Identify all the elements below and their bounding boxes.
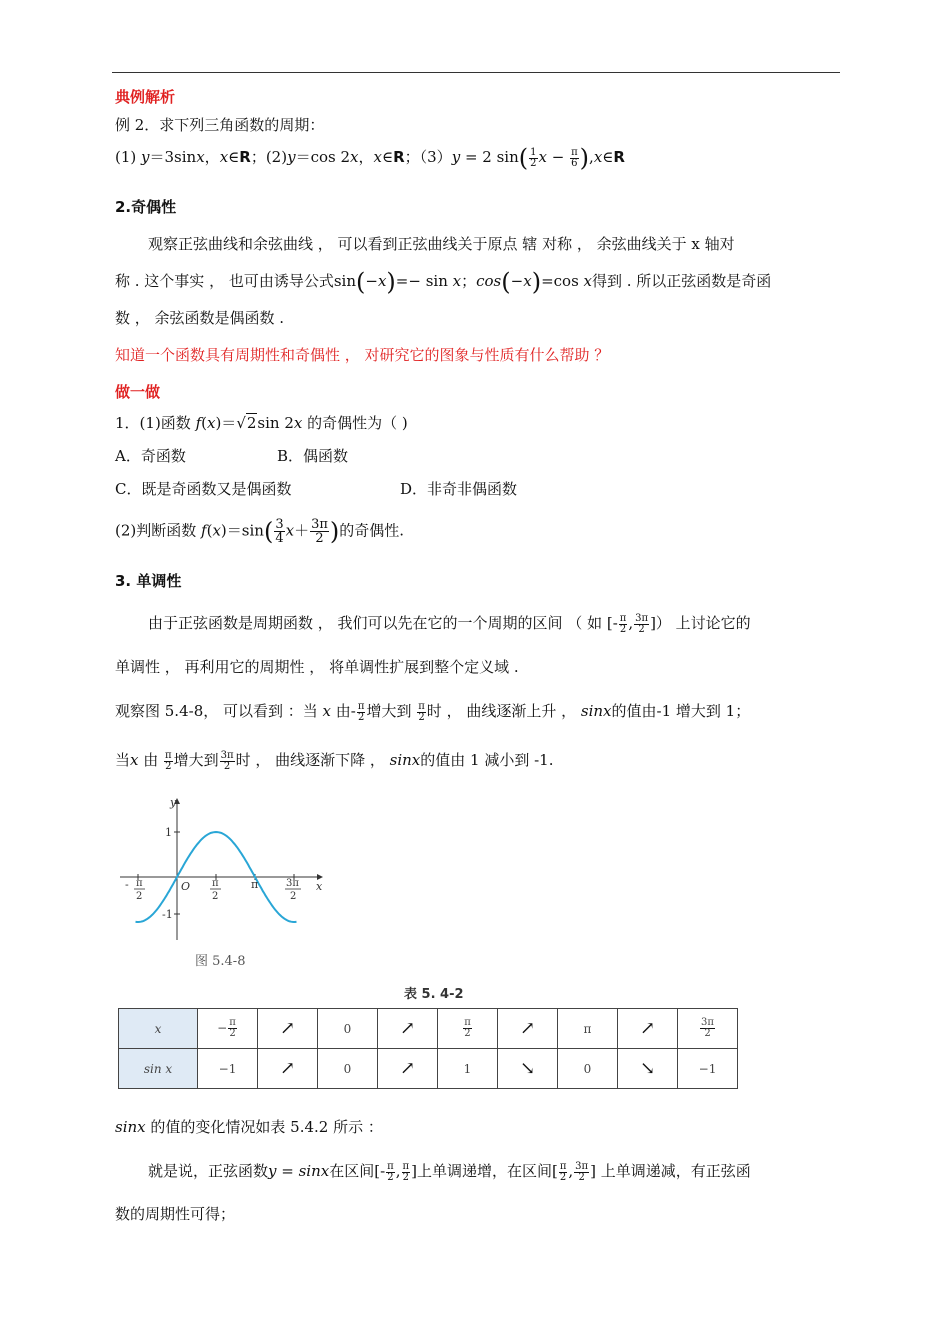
table-head-x: x	[119, 1009, 198, 1049]
table-cell: −1	[678, 1049, 738, 1089]
sine-graph	[112, 790, 332, 945]
practice-q1: 1．(1)函数 f(x)＝√2sin 2x 的奇偶性为（ )	[115, 414, 408, 432]
figure-caption: 图 5.4-8	[195, 954, 246, 969]
table-cell: 0	[318, 1009, 378, 1049]
table-caption: 表 5. 4-2	[404, 987, 464, 1002]
tick-3pi2-den: 2	[290, 891, 297, 902]
tick-label-1: 1	[165, 826, 172, 839]
table-cell: π	[558, 1009, 618, 1049]
after-table-line-3: 数的周期性可得；	[115, 1205, 236, 1223]
table-cell: ↘	[618, 1049, 678, 1089]
mono-line-1: 由于正弦函数是周期函数 ， 我们可以先在它的一个周期的区间 （ 如 [- $\frac{\pi}{2}$ , $\frac{3\pi}{2}$ ]） 上讨论它的	[148, 612, 751, 635]
tick-mpi2-num: π	[136, 878, 143, 889]
origin-label: O	[181, 880, 191, 893]
mono-line-3: 观察图 5.4-8， 可以看到 ：当 x 由- $\frac{\pi}{2}$ 增大到 $\frac{\pi}{2}$ 时 ， 曲线逐渐上升 ， sinx的值由-1 增大到 1；	[115, 700, 751, 723]
option-b: B．偶函数	[277, 447, 349, 465]
option-a: A．奇函数	[115, 447, 186, 465]
tick-label-pi: π	[251, 878, 259, 891]
table-cell: 0	[318, 1049, 378, 1089]
value-table	[118, 1008, 738, 1089]
mono-line-2: 单调性 ， 再利用它的周期性 ， 将单调性扩展到整个定义域 .	[115, 658, 519, 676]
example-items: (1) y＝3sinx，x∈R；(2)y＝cos 2x，x∈R；（3）y = 2 sin( $\frac{1}{2}$ x − $\frac{\pi}{6}$ ),x∈R	[115, 144, 625, 172]
table-cell: ↗	[378, 1049, 438, 1089]
mono-line-4: 当x 由 $\frac{\pi}{2}$ 增大到 $\frac{3\pi}{2}$ 时 ， 曲线逐渐下降 ， sinx的值由 1 减小到 -1.	[115, 749, 554, 772]
parity-heading: 2.奇偶性	[115, 198, 177, 216]
table-cell: ↗	[378, 1009, 438, 1049]
tick-pi2-num: π	[212, 878, 219, 889]
tick-label-minus-1: -1	[162, 908, 173, 921]
tick-pi2-den: 2	[212, 891, 219, 902]
option-d: D．非奇非偶函数	[400, 480, 518, 498]
mono-heading: 3. 单调性	[115, 572, 182, 590]
tick-mpi2-sign: -	[125, 878, 129, 891]
table-row-x	[119, 1009, 738, 1049]
example-heading: 典例解析	[115, 88, 176, 106]
table-cell: 0	[558, 1049, 618, 1089]
table-cell: $\frac{\pi}{2}$	[438, 1009, 498, 1049]
table-cell: $\frac{3\pi}{2}$	[678, 1009, 738, 1049]
after-table-line-1: sinx 的值的变化情况如表 5.4.2 所示 ：	[115, 1118, 383, 1136]
table-cell: ↘	[498, 1049, 558, 1089]
parity-line-1: 观察正弦曲线和余弦曲线 ， 可以看到正弦曲线关于原点 辖 对称 ， 余弦曲线关于 x 轴对	[148, 235, 735, 253]
after-table-line-2: 就是说，正弦函数y = sinx在区间[- $\frac{\pi}{2}$ , $\frac{\pi}{2}$ ]上单调递增，在区间[ $\frac{\pi}{2}$ , $\frac{3\pi}{2}$ ] 上单调递减，有正弦函	[148, 1160, 751, 1183]
practice-q2: (2)判断函数 f(x)＝sin( $\frac{3}{4}$ x＋ $\frac{3\pi}{2}$ )的奇偶性.	[115, 517, 405, 546]
practice-heading: 做一做	[115, 383, 161, 401]
table-cell: −1	[198, 1049, 258, 1089]
table-head-sin: sin x	[119, 1049, 198, 1089]
table-cell: 1	[438, 1049, 498, 1089]
table-cell: ↗	[258, 1049, 318, 1089]
header-rule	[112, 72, 840, 73]
table-cell: ↗	[618, 1009, 678, 1049]
table-cell: − $\frac{\pi}{2}$	[198, 1009, 258, 1049]
x-label: x	[316, 880, 323, 893]
y-label: y	[170, 796, 177, 809]
example-intro: 例 2．求下列三角函数的周期：	[115, 116, 325, 134]
table-cell: ↗	[258, 1009, 318, 1049]
table-cell: ↗	[498, 1009, 558, 1049]
option-c: C．既是奇函数又是偶函数	[115, 480, 292, 498]
parity-line-3: 数 ， 余弦函数是偶函数 .	[115, 309, 285, 327]
parity-line-2: 称 . 这个事实 ， 也可由诱导公式sin(−x)=− sin x；cos(−x)=cos x得到 . 所以正弦函数是奇函	[115, 268, 772, 296]
tick-3pi2-num: 3π	[286, 878, 299, 889]
tick-mpi2-den: 2	[136, 891, 143, 902]
table-row-sin	[119, 1049, 738, 1089]
parity-question: 知道一个函数具有周期性和奇偶性 ， 对研究它的图象与性质有什么帮助 ？	[115, 346, 610, 364]
